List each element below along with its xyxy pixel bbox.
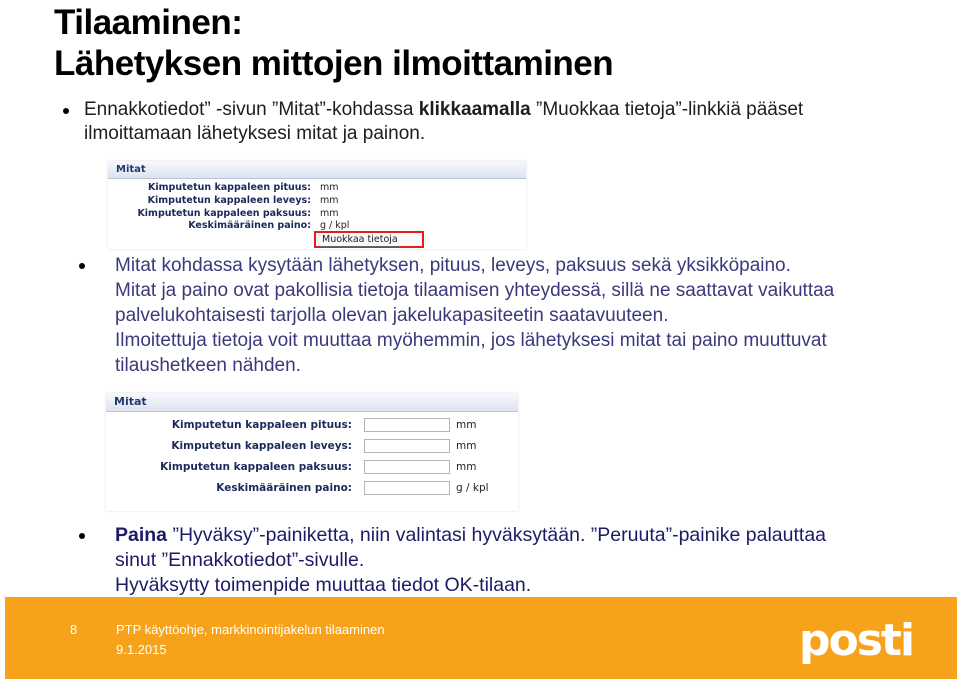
row-label: Keskimääräinen paino: <box>216 482 352 494</box>
row-unit: mm <box>320 208 339 219</box>
row-label: Kimputetun kappaleen paksuus: <box>137 208 311 219</box>
panel-row <box>108 181 526 194</box>
posti-logo-text: posti <box>799 615 914 666</box>
footer-document-title: PTP käyttöohje, markkinointijakelun tilaaminen <box>116 622 385 637</box>
row-unit: mm <box>320 182 339 193</box>
bullet-3-line2: sinut ”Ennakkotiedot”-sivulle. <box>115 549 365 571</box>
footer-bar <box>5 597 957 679</box>
row-unit: mm <box>456 440 477 452</box>
bullet-3-bold: Paina <box>115 524 168 546</box>
row-label: Kimputetun kappaleen pituus: <box>148 182 311 193</box>
bullet-1-bold: klikkaamalla <box>418 99 531 120</box>
length-input[interactable] <box>364 418 450 432</box>
row-unit: mm <box>456 461 477 473</box>
row-unit: mm <box>456 419 477 431</box>
mitat-panel-header: Mitat <box>108 161 526 179</box>
panel-row <box>106 458 518 477</box>
bullet-2-text <box>115 253 935 378</box>
edit-details-label[interactable]: Muokkaa tietoja <box>322 234 398 245</box>
bullet-3-line1 <box>115 523 935 548</box>
panel-row <box>106 479 518 498</box>
slide-title-line1: Tilaaminen: <box>54 3 243 42</box>
bullet-2-line: Ilmoitettuja tietoja voit muuttaa myöhemmin, jos lähetyksesi mitat tai paino muuttuvat <box>115 330 827 351</box>
slide-number: 8 <box>70 622 78 637</box>
bullet-marker <box>79 533 85 539</box>
weight-input[interactable] <box>364 481 450 495</box>
bullet-2-line: palvelukohtaisesti tarjolla olevan jakelukapasiteetin saatavuuteen. <box>115 305 669 326</box>
row-label: Kimputetun kappaleen leveys: <box>147 195 311 206</box>
panel-row <box>106 437 518 456</box>
bullet-1-post: ”Muokkaa tietoja”-linkkiä pääset <box>530 99 804 120</box>
bullet-1-pre: Ennakkotiedot” -sivun ”Mitat”-kohdassa <box>84 99 419 120</box>
footer-date: 9.1.2015 <box>116 642 167 657</box>
bullet-1-line1 <box>84 98 904 122</box>
posti-logo <box>797 611 927 667</box>
slide-title <box>54 2 613 84</box>
bullet-1-line2: ilmoittamaan lähetyksesi mitat ja painon. <box>84 123 426 144</box>
bullet-3-line1-rest: ”Hyväksy”-painiketta, niin valintasi hyväksytään. ”Peruuta”-painike palauttaa <box>167 524 827 546</box>
thickness-input[interactable] <box>364 460 450 474</box>
row-label: Keskimääräinen paino: <box>188 220 311 231</box>
row-unit: mm <box>320 195 339 206</box>
mitat-panel-edit <box>106 393 518 511</box>
edit-details-link[interactable] <box>314 231 424 248</box>
row-label: Kimputetun kappaleen paksuus: <box>160 461 352 473</box>
panel-row <box>106 416 518 435</box>
bullet-marker <box>79 263 85 269</box>
row-unit: g / kpl <box>320 220 350 231</box>
slide-title-line2: Lähetyksen mittojen ilmoittaminen <box>54 44 614 83</box>
bullet-2-line: Mitat ja paino ovat pakollisia tietoja tilaamisen yhteydessä, sillä ne saattavat vaikuttaa <box>115 280 835 301</box>
bullet-2-line: tilaushetkeen nähden. <box>115 355 301 376</box>
row-label: Kimputetun kappaleen leveys: <box>171 440 352 452</box>
bullet-1-text <box>84 98 904 146</box>
mitat-panel-readonly <box>108 161 526 249</box>
row-unit: g / kpl <box>456 482 489 494</box>
bullet-3-text <box>115 523 935 598</box>
bullet-marker <box>63 108 69 114</box>
row-label: Kimputetun kappaleen pituus: <box>171 419 352 431</box>
bullet-2-line: Mitat kohdassa kysytään lähetyksen, pituus, leveys, paksuus sekä yksikköpaino. <box>115 255 791 276</box>
mitat-panel-header: Mitat <box>106 393 518 412</box>
panel-row <box>108 194 526 207</box>
width-input[interactable] <box>364 439 450 453</box>
bullet-3-line3: Hyväksytty toimenpide muuttaa tiedot OK-tilaan. <box>115 574 532 596</box>
